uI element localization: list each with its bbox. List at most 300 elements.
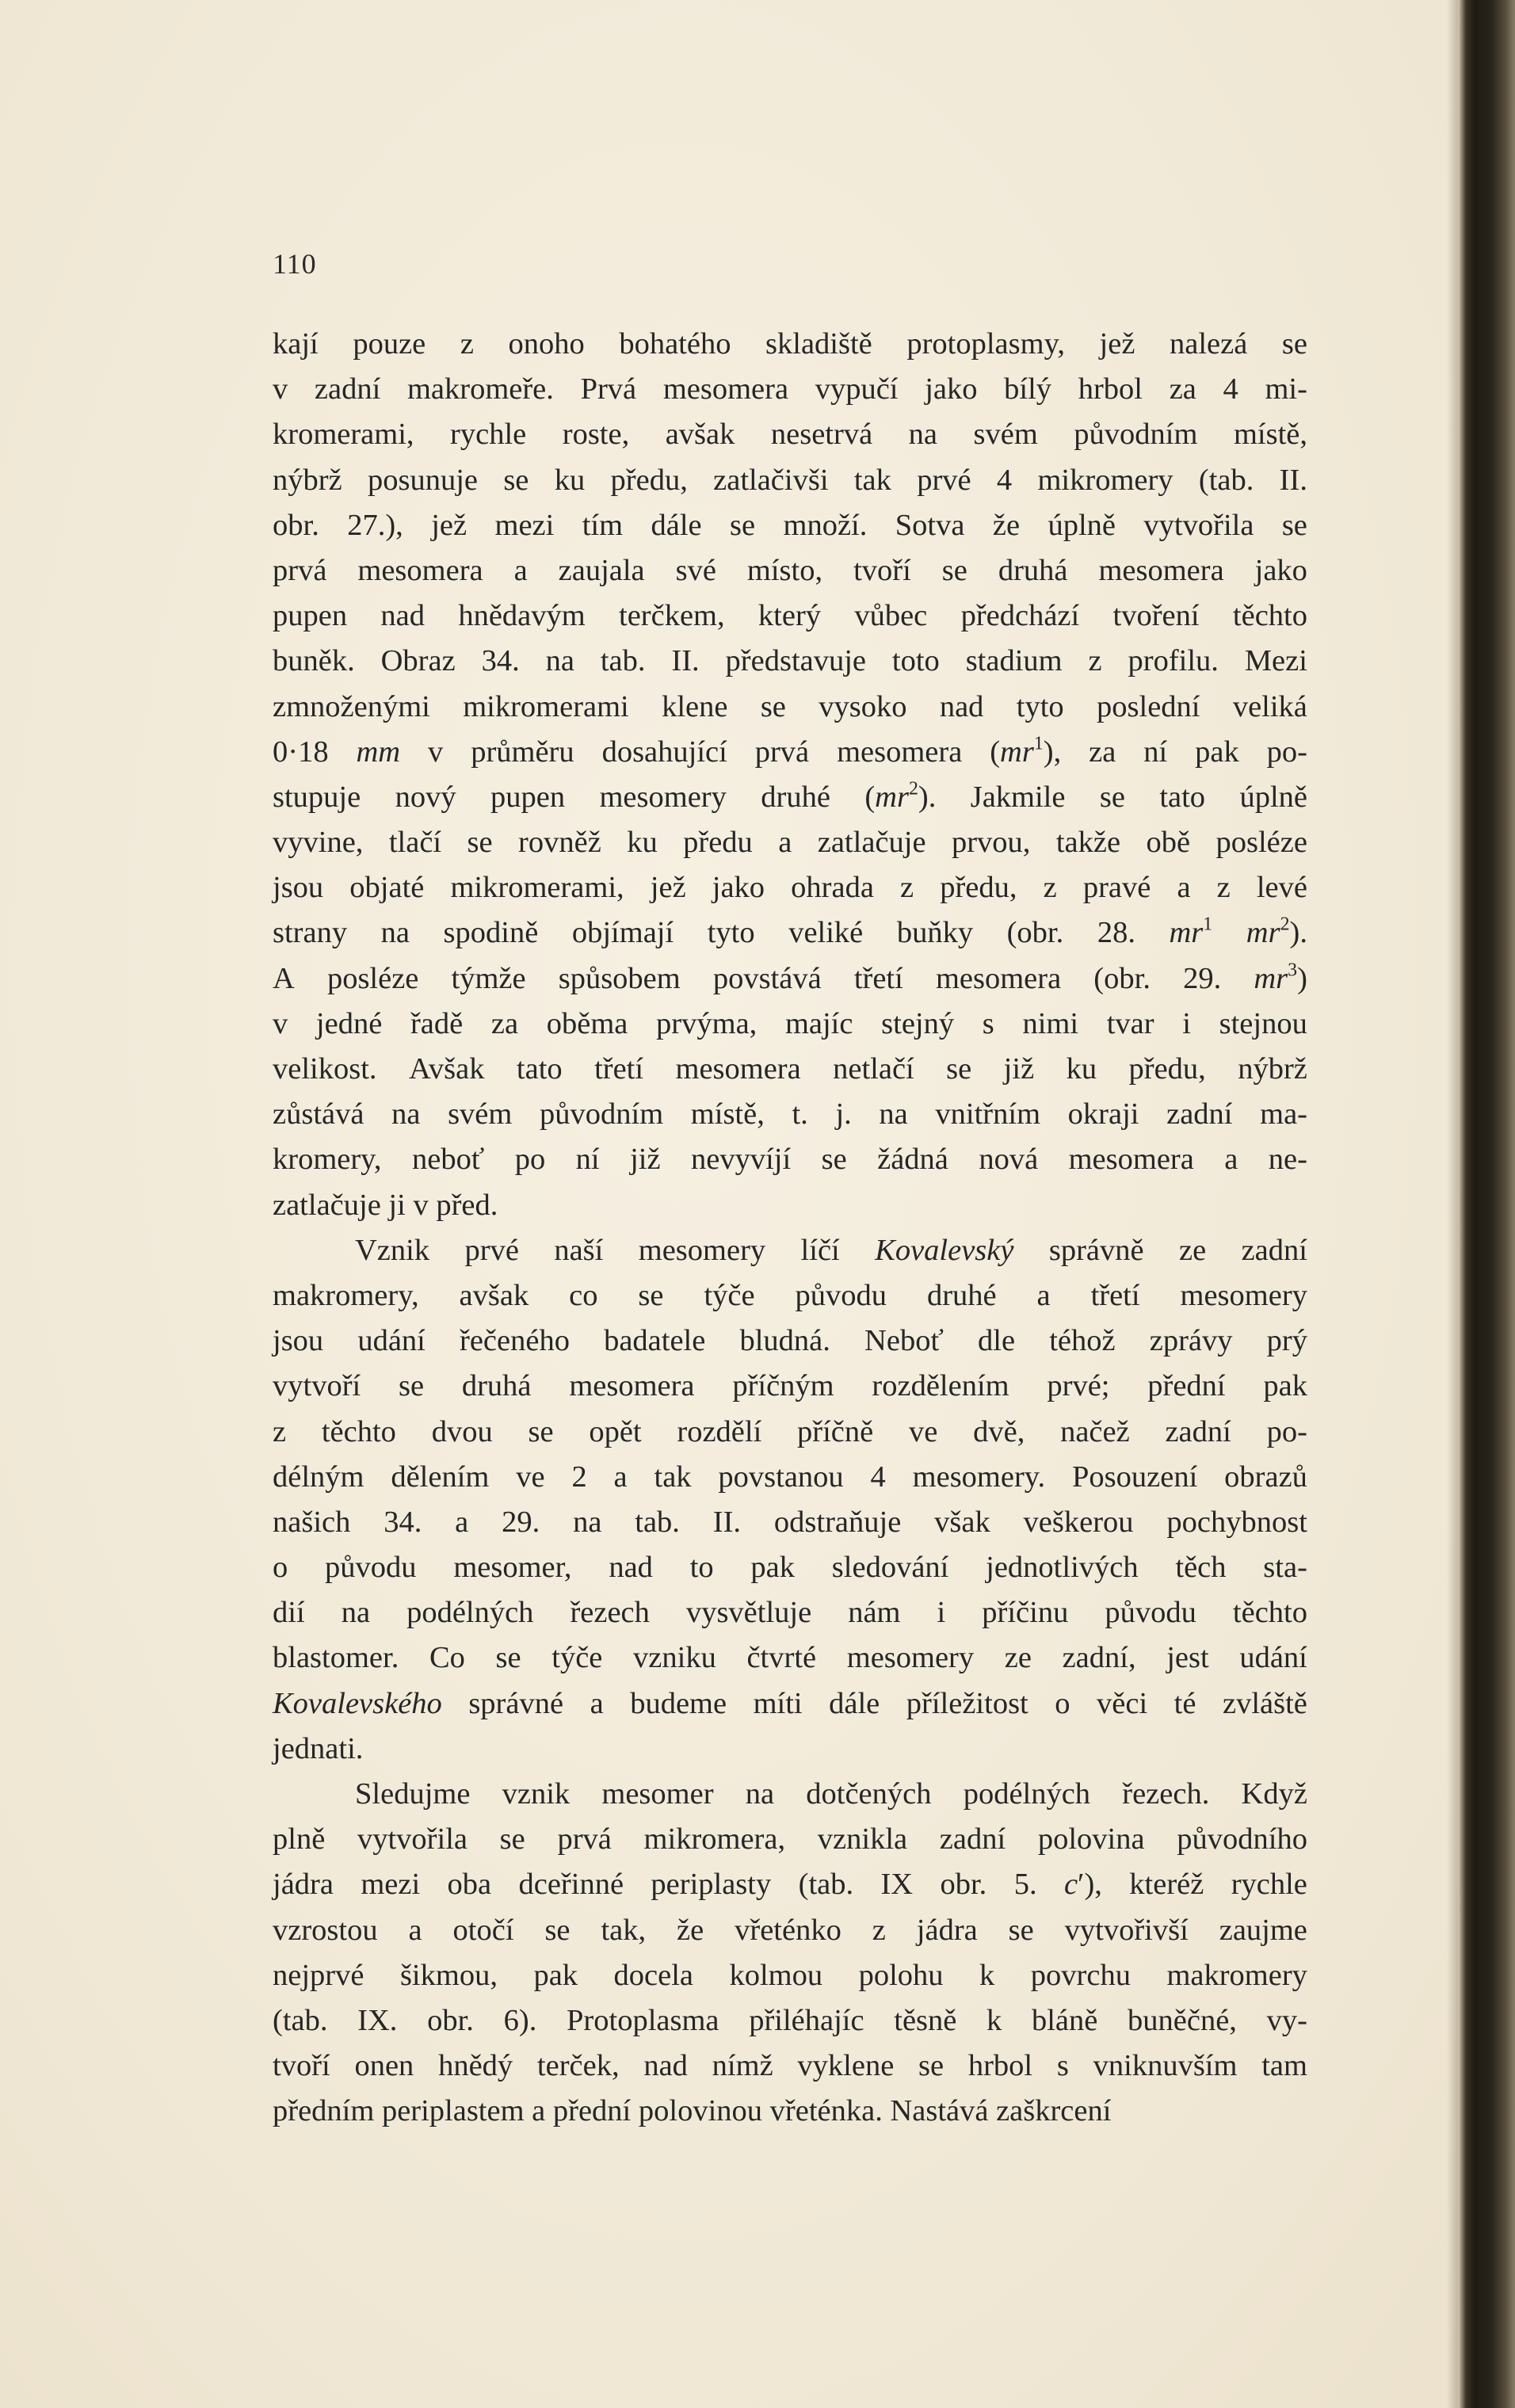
word: se [946, 1052, 972, 1086]
word: 29. [502, 1505, 540, 1539]
word: ve [909, 1414, 938, 1448]
word: $mr^2$). [1246, 914, 1307, 950]
word: dií [273, 1596, 305, 1630]
word: na [573, 1505, 602, 1539]
word: nýbrž [1238, 1052, 1307, 1086]
word: řečeného [460, 1324, 570, 1358]
word: Kovalevského [273, 1686, 442, 1720]
word: (tab. [798, 1868, 854, 1902]
text-line [273, 1545, 1307, 1590]
word: rozdělí [677, 1414, 762, 1448]
word: bílý [1004, 372, 1052, 406]
word: skladiště [765, 327, 872, 361]
word: 34. [481, 644, 520, 678]
word: předu, [1128, 1052, 1206, 1086]
text-line [273, 1727, 1307, 1772]
page-number: 110 [273, 248, 317, 280]
word: Mezi [1244, 644, 1307, 678]
word: makromeře. [406, 372, 554, 406]
word: téhož [1049, 1324, 1116, 1358]
word: jsou [273, 871, 324, 905]
word: mikromerami, [450, 871, 624, 905]
word: z [1088, 644, 1102, 678]
word: sta- [1263, 1551, 1307, 1585]
word: zaujme [1219, 1913, 1307, 1947]
word: že [992, 508, 1021, 542]
word: Prvá [580, 372, 637, 406]
word: tato [516, 1052, 563, 1086]
word: o [1055, 1686, 1070, 1720]
word: objímají [571, 916, 674, 950]
word: zadní [939, 1822, 1006, 1857]
word: z [273, 1414, 287, 1448]
word: již [630, 1143, 661, 1177]
word: mesomera [935, 961, 1062, 995]
word: na [908, 418, 937, 452]
word: ku [554, 463, 586, 497]
word: stejný [881, 1006, 955, 1040]
text-line [273, 1410, 1307, 1455]
word: na [545, 644, 574, 678]
word: poslední [1097, 689, 1200, 723]
word: podélných [406, 1596, 534, 1630]
word: zadní [314, 372, 381, 406]
word: rovněž [518, 826, 601, 860]
word: II. [1279, 463, 1307, 497]
word: tyto [1016, 689, 1064, 723]
word: pak [533, 1958, 578, 1992]
word: z [900, 871, 914, 905]
word: ohrada [791, 871, 874, 905]
word: se [1281, 508, 1307, 542]
text-line [273, 1772, 1307, 1817]
word: a [1036, 1278, 1051, 1312]
word: vypučí [815, 372, 899, 406]
word: z [872, 1913, 886, 1947]
word: se [918, 2049, 944, 2083]
word: jež [431, 508, 467, 542]
text-line [273, 412, 1307, 457]
word: onen [354, 2049, 414, 2083]
word: ne- [1268, 1143, 1307, 1177]
text-line [273, 685, 1307, 730]
word: vyklene [797, 2049, 895, 2083]
word: mezi [494, 508, 555, 542]
word: se [1099, 780, 1125, 814]
word: svém [973, 418, 1038, 452]
word: pupen [490, 780, 566, 814]
word: a [1177, 871, 1191, 905]
word: za [1089, 735, 1116, 769]
text-line [273, 1273, 1307, 1318]
word: mesomery [1180, 1278, 1307, 1312]
word: dle [978, 1324, 1016, 1358]
word: II. [712, 1505, 742, 1539]
word: rychle [1231, 1868, 1307, 1902]
word: tím [582, 508, 624, 542]
text-line [273, 1364, 1307, 1409]
word: mesomera [1068, 1143, 1194, 1177]
word: nimi [1022, 1006, 1079, 1040]
word: kromery, [273, 1143, 382, 1177]
word: jež [650, 871, 686, 905]
text-line [273, 1228, 1307, 1273]
word: mm [356, 735, 401, 769]
word: a [532, 2094, 546, 2128]
word: mesomera [837, 735, 963, 769]
word: dosahující [601, 735, 727, 769]
word: nad [939, 689, 984, 723]
word: jednati. [273, 1731, 364, 1765]
word: řezech [570, 1596, 650, 1630]
word: nad [609, 1551, 653, 1585]
word: vzniku [633, 1641, 716, 1675]
word: protoplasmy, [906, 327, 1065, 361]
word: šikmou, [399, 1958, 498, 1992]
word: vy- [1266, 2003, 1307, 2037]
word: ní [575, 1143, 600, 1177]
word: mi- [1265, 372, 1307, 406]
word: Co [429, 1641, 465, 1675]
word: prvé; [1047, 1369, 1110, 1403]
word: udání [1239, 1641, 1307, 1675]
word: avšak [665, 418, 735, 452]
word: z [1043, 871, 1057, 905]
word: přiléhajíc [749, 2003, 864, 2037]
word: zůstává [273, 1097, 364, 1131]
word: ji [388, 1188, 406, 1222]
word: vnitřním [935, 1097, 1041, 1131]
word: k [979, 1958, 995, 1992]
word: polovinou [638, 2094, 763, 2128]
word: nám [848, 1596, 901, 1630]
word: vůbec [854, 599, 928, 633]
word: velikost. [273, 1052, 377, 1086]
word: povrchu [1030, 1958, 1131, 1992]
text-line [273, 1002, 1307, 1047]
word: ní [1143, 735, 1168, 769]
text-line [273, 1862, 1307, 1907]
word: obr. [273, 508, 319, 542]
word: ma- [1260, 1097, 1307, 1131]
word: zatlačuje [817, 826, 926, 860]
word: i [1182, 1006, 1191, 1040]
word: udání [357, 1324, 425, 1358]
word: na [879, 1097, 908, 1131]
word: kteréž [1129, 1868, 1204, 1902]
text-line [273, 322, 1307, 367]
word: na [341, 1596, 371, 1630]
word: místě, [690, 1097, 765, 1131]
word: pravé [1082, 871, 1151, 905]
word: ze [1179, 1233, 1207, 1267]
word: rozdělením [872, 1369, 1009, 1403]
word: (tab. [273, 2003, 328, 2037]
word: a [778, 826, 792, 860]
word: spodině [443, 916, 539, 950]
word: mesomera [569, 1369, 695, 1403]
word: té [1173, 1686, 1196, 1720]
word: prvá [557, 1822, 612, 1857]
text-line [273, 1183, 1307, 1228]
word: kromerami, [273, 418, 414, 452]
word: tvoří [853, 553, 911, 587]
word: vřeténka. [769, 2094, 883, 2128]
word: a [590, 1686, 604, 1720]
word: druhá [998, 553, 1068, 587]
word: že [677, 1913, 704, 1947]
word: t. [792, 1097, 808, 1131]
word: terček, [536, 2049, 620, 2083]
word: třetí [594, 1052, 644, 1086]
text-line [273, 1590, 1307, 1635]
word: dále [829, 1686, 880, 1720]
word: jádra [916, 1913, 978, 1947]
word: 2 [571, 1460, 587, 1494]
word: již [1003, 1052, 1035, 1086]
text-line [273, 1500, 1307, 1545]
word: místě, [1233, 418, 1307, 452]
word: Obraz [380, 644, 456, 678]
word: se [941, 553, 967, 587]
word: ku [1066, 1052, 1097, 1086]
word: líčí [800, 1233, 840, 1267]
word: jako [1254, 553, 1307, 587]
word: povstává [712, 961, 822, 995]
word: (obr. [1093, 961, 1151, 995]
word: ve [516, 1460, 545, 1494]
word: mesomera [675, 1052, 801, 1086]
word: tak [654, 1460, 692, 1494]
word: mezi [361, 1868, 421, 1902]
word: 4 [996, 463, 1013, 497]
word: a [613, 1460, 628, 1494]
word: v [413, 1188, 429, 1222]
word: v [273, 1006, 288, 1040]
word: zadní [1241, 1233, 1307, 1267]
word: hrbol [1078, 372, 1143, 406]
word: mesomery [638, 1233, 766, 1267]
word: se [1281, 327, 1307, 361]
word: prvá [273, 553, 327, 587]
word: zadní, [1062, 1641, 1136, 1675]
text-line [273, 548, 1307, 593]
word: tab. [600, 644, 646, 678]
word: však [934, 1505, 990, 1539]
word: po- [1266, 735, 1307, 769]
word: se [528, 1414, 554, 1448]
word: veškerou [1023, 1505, 1134, 1539]
word: mesomery [846, 1641, 975, 1675]
word: zaškrcení [996, 2094, 1112, 2128]
word: původním [540, 1097, 664, 1131]
word: správné [468, 1686, 564, 1720]
word: jako [712, 871, 765, 905]
word: 28. [1097, 916, 1135, 950]
word: dotčených [806, 1777, 932, 1811]
word: 0·18 [273, 735, 329, 769]
word: průměru [471, 735, 574, 769]
word: prvýma, [656, 1006, 758, 1040]
word: mesomer [601, 1777, 714, 1811]
text-line [273, 1953, 1307, 1998]
word: pouze [353, 327, 426, 361]
word: docela [613, 1958, 693, 1992]
word: opět [589, 1414, 642, 1448]
word: roste, [562, 418, 630, 452]
word: nejprvé [273, 1958, 364, 1992]
word: svém [448, 1097, 513, 1131]
word: vytvořivší [1064, 1913, 1189, 1947]
word: nevyvíjí [690, 1143, 792, 1177]
word: tam [1261, 2049, 1307, 2083]
word: kají [273, 327, 319, 361]
word: který [758, 599, 822, 633]
word: ku [627, 826, 658, 860]
word: hnědý [438, 2049, 513, 2083]
word: posléze [326, 961, 419, 995]
page-shadow [1447, 0, 1458, 2408]
word: II. [671, 644, 700, 678]
word: c′), [1063, 1868, 1102, 1902]
word: obr. [940, 1868, 987, 1902]
text-line [273, 775, 1307, 820]
word: zmnoženými [273, 689, 430, 723]
text-line [273, 2089, 1307, 2134]
word: prý [1266, 1324, 1307, 1358]
word: zaujala [558, 553, 645, 587]
word: mesomery. [912, 1460, 1046, 1494]
word: nad [643, 2049, 688, 2083]
word: makromery, [273, 1278, 419, 1312]
word: nalezá [1169, 327, 1248, 361]
word: pak [1195, 735, 1239, 769]
word: a [408, 1913, 422, 1947]
word: jsou [273, 1324, 324, 1358]
word: dělením [391, 1460, 490, 1494]
word: vniknuvším [1093, 2049, 1238, 2083]
word: vzrostou [273, 1913, 378, 1947]
word: se [467, 826, 493, 860]
word: těchto [1232, 1596, 1307, 1630]
word: mikromerami [463, 689, 629, 723]
word: pak [1263, 1369, 1307, 1403]
word: badatele [604, 1324, 706, 1358]
word: hrbol [967, 2049, 1033, 2083]
word: kolmou [729, 1958, 823, 1992]
word: netlačí [833, 1052, 914, 1086]
word: na [380, 916, 410, 950]
word: profilu. [1128, 644, 1219, 678]
word: o [273, 1551, 288, 1585]
word: zprávy [1149, 1324, 1233, 1358]
word: žádná [877, 1143, 948, 1177]
word: předním [273, 2094, 375, 2128]
word: ze [1004, 1641, 1032, 1675]
text-line [273, 503, 1307, 548]
word: blastomer. [273, 1641, 399, 1675]
word: 4 [1223, 372, 1238, 406]
word: zvláště [1222, 1686, 1307, 1720]
text-line [273, 1047, 1307, 1092]
word: neboť [412, 1143, 485, 1177]
word: týče [704, 1278, 755, 1312]
word: i [937, 1596, 946, 1630]
word: představuje [725, 644, 867, 678]
word: s [1056, 2049, 1069, 2083]
word: tvar [1106, 1006, 1154, 1040]
word: a [455, 1505, 469, 1539]
word: 4 [870, 1460, 886, 1494]
word: periplasty [651, 1868, 772, 1902]
word: za [490, 1006, 519, 1040]
word: onoho [508, 327, 585, 361]
word: $(mr^2)$. [864, 778, 937, 814]
word: jež [1099, 327, 1135, 361]
word: Posouzení [1072, 1460, 1198, 1494]
word: levé [1256, 871, 1307, 905]
word: pupen [273, 599, 348, 633]
word: úplně [1048, 508, 1116, 542]
word: okraji [1067, 1097, 1139, 1131]
word: A [273, 961, 295, 995]
word: periplastem [381, 2094, 525, 2128]
word: a [513, 553, 528, 587]
word: se [821, 1143, 847, 1177]
word: týče [551, 1641, 603, 1675]
word: mesomera [1098, 553, 1224, 587]
word: (obr. [1006, 916, 1064, 950]
word: pochybnost [1166, 1505, 1307, 1539]
text-line [273, 1455, 1307, 1500]
word: vysoko [819, 689, 907, 723]
word: Sledujme [355, 1777, 471, 1811]
word: $(mr^1)$, [990, 733, 1062, 769]
word: předu, [610, 463, 688, 497]
word: 29. [1183, 961, 1222, 995]
word: tak, [601, 1913, 647, 1947]
word: dále [651, 508, 702, 542]
word: $mr^3$) [1254, 960, 1307, 995]
word: nýbrž [273, 463, 342, 497]
text-line [273, 1681, 1307, 1727]
word: posunuje [367, 463, 479, 497]
word: třetí [1090, 1278, 1140, 1312]
text-line [273, 1635, 1307, 1681]
text-line [273, 2044, 1307, 2089]
word: $mr^1$ [1169, 914, 1213, 950]
word: otočí [452, 1913, 514, 1947]
book-spine [1458, 0, 1515, 2408]
word: těchto [321, 1414, 396, 1448]
word: z [460, 327, 474, 361]
word: veliké [788, 916, 864, 950]
word: třetí [853, 961, 903, 995]
word: veliká [1232, 689, 1307, 723]
word: Jakmile [970, 780, 1066, 814]
word: se [399, 1369, 425, 1403]
word: dvou [431, 1414, 493, 1448]
text-line [273, 1092, 1307, 1137]
word: makromery [1166, 1958, 1307, 1992]
word: příležitost [906, 1686, 1028, 1720]
word: IX [880, 1868, 914, 1902]
word: Kovalevský [875, 1233, 1014, 1267]
word: vysvětluje [685, 1596, 812, 1630]
text-line [273, 458, 1307, 503]
word: oba [447, 1868, 492, 1902]
word: jedné [315, 1006, 383, 1040]
